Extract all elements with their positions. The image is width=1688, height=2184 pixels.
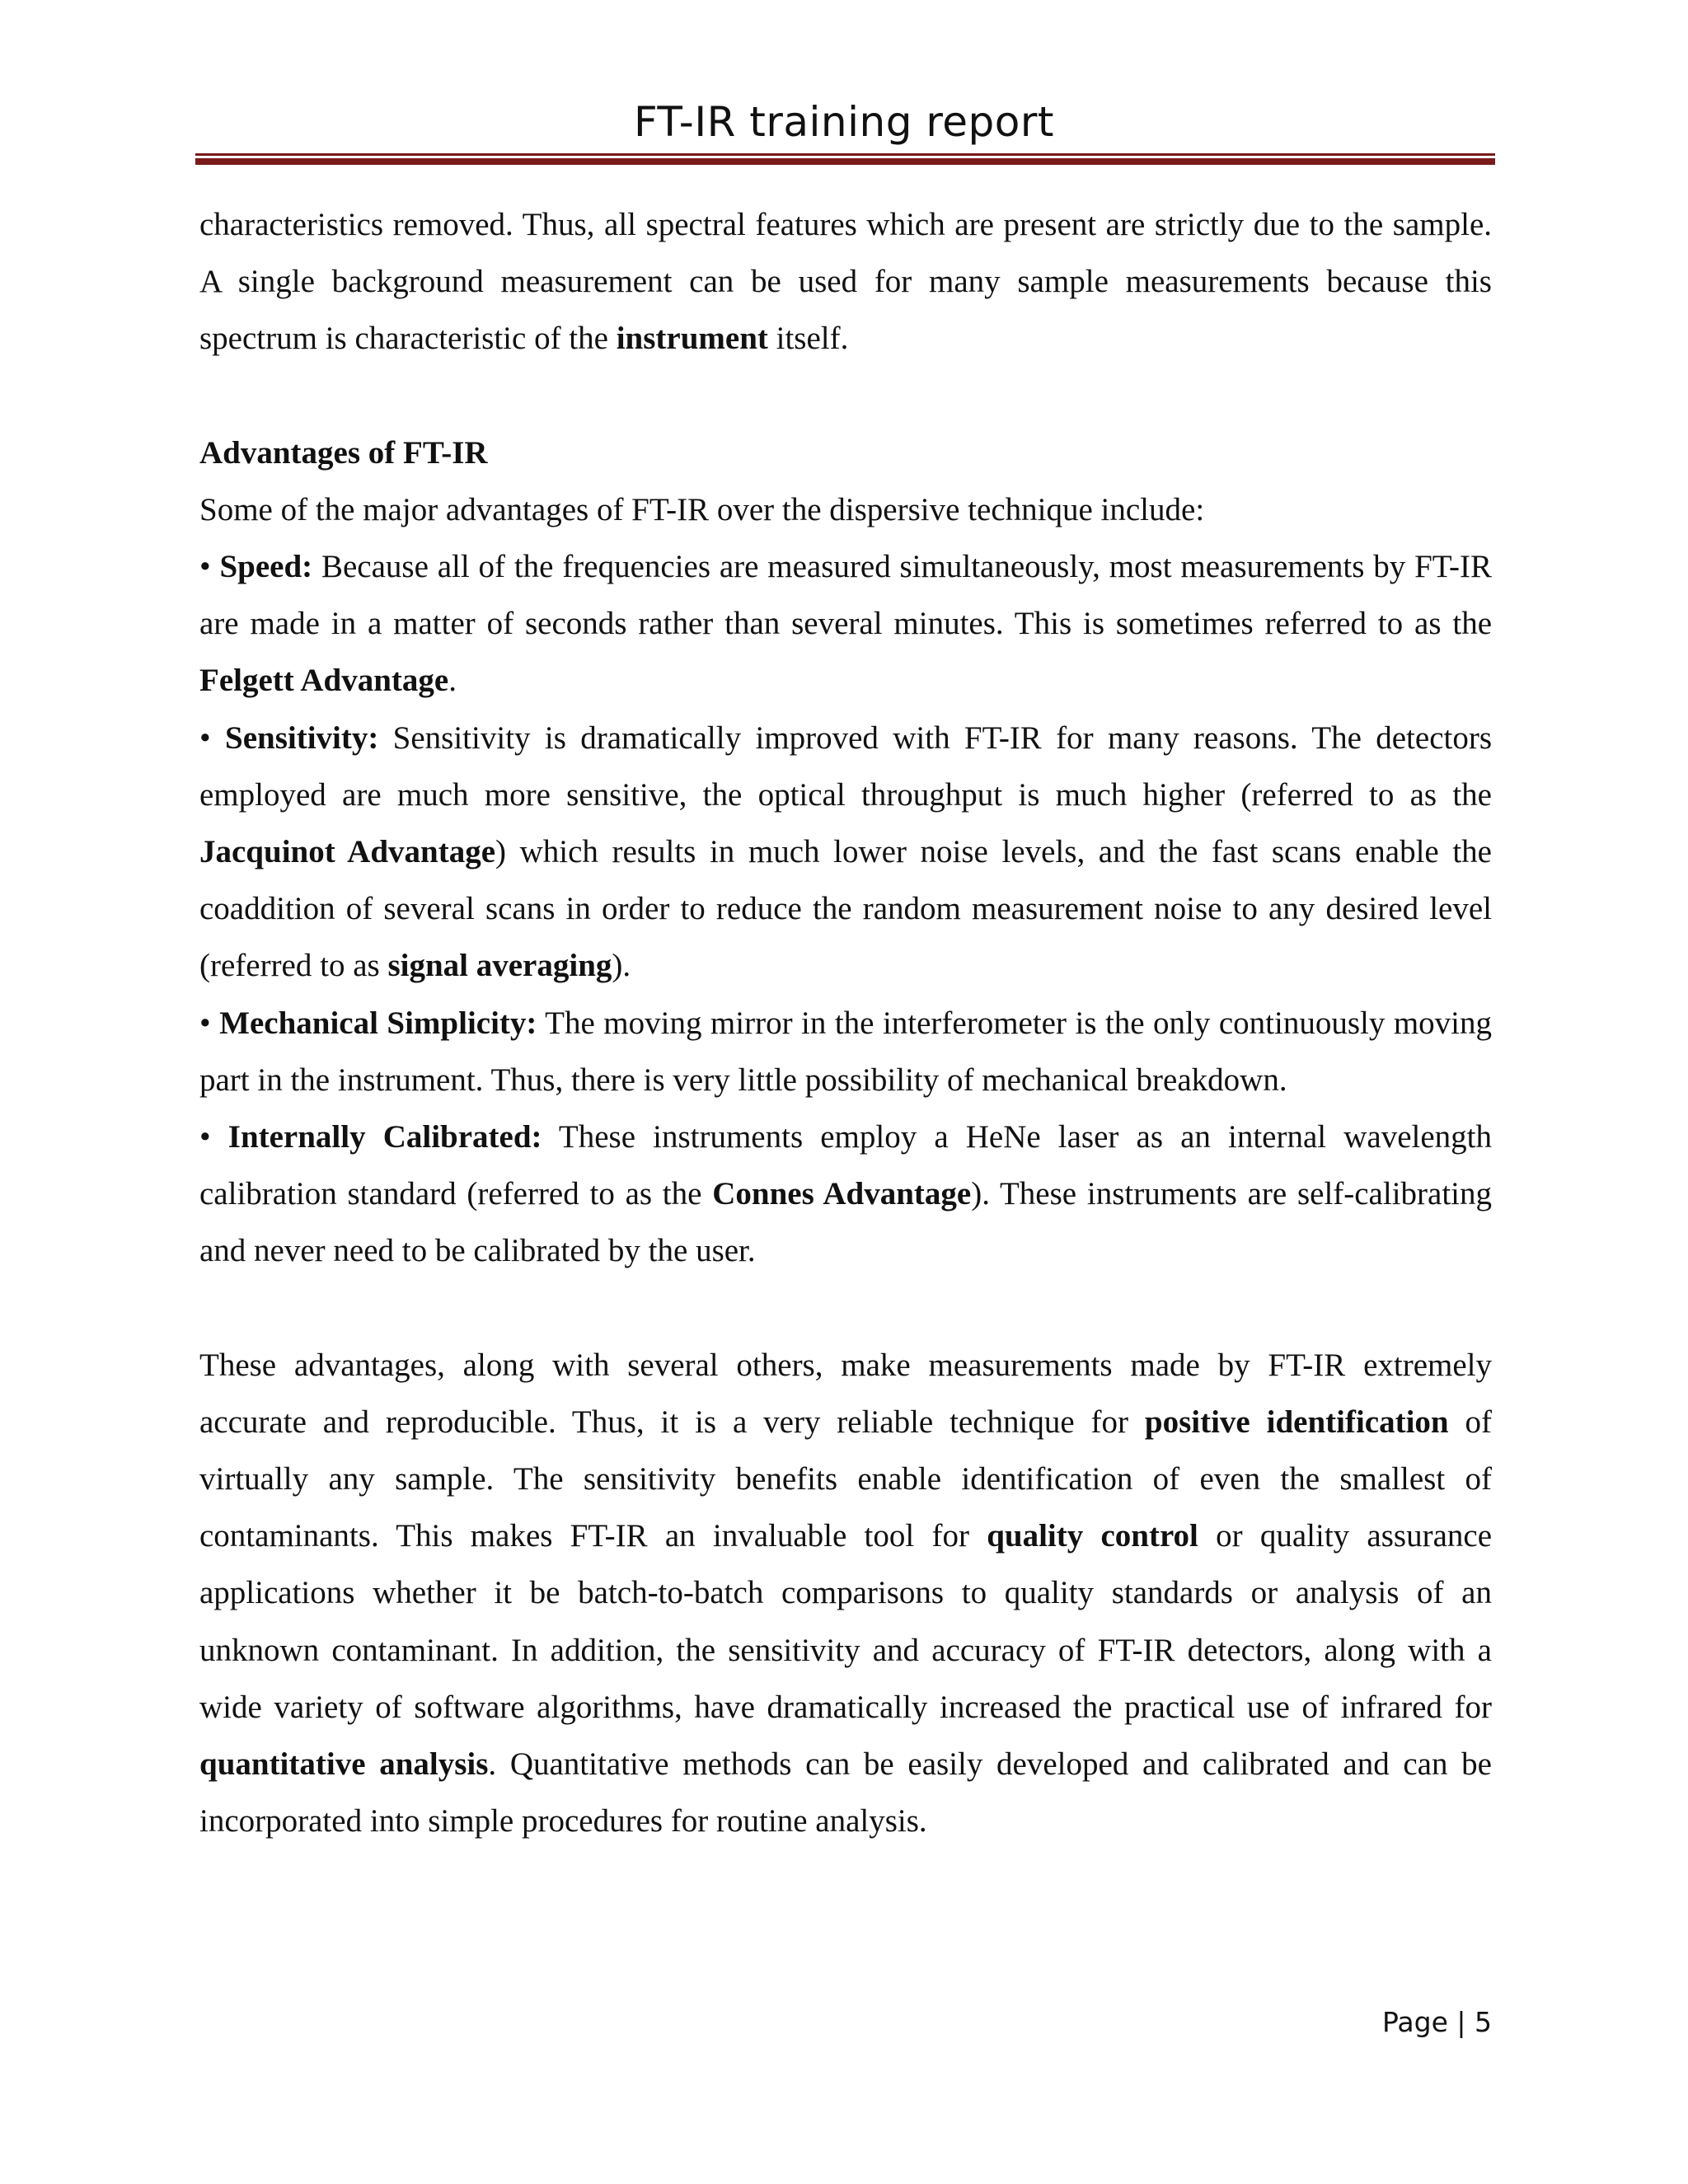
bold-term: instrument bbox=[616, 321, 768, 357]
header-rule-thick bbox=[195, 158, 1495, 165]
body-text bbox=[199, 196, 1492, 1849]
bullet-calibrated: • Internally Calibrated: These instruments employ a HeNe laser as an internal wavelength calibration standard (referred to as the Connes Advantage). These instruments are self-calibrating and never need to be calibrated by the user. bbox=[199, 1119, 1493, 1269]
paragraph-gap bbox=[199, 1280, 1492, 1337]
header-rule bbox=[195, 153, 1495, 165]
bullet-label: Speed: bbox=[219, 549, 313, 585]
page-number: Page | 5 bbox=[1382, 2006, 1492, 2038]
bold-term: quality control bbox=[987, 1518, 1198, 1554]
bullet-sensitivity: • Sensitivity: Sensitivity is dramatically improved with FT-IR for many reasons. The detectors employed are much more sensitive, the optical throughput is much higher (referred to as the Jacquinot Advantage) which results in much lower noise levels, and the fast scans enable the coaddition of several scans in order to reduce the random measurement noise to any desired level (referred to as signal averaging). bbox=[199, 719, 1493, 984]
paragraph-summary: These advantages, along with several others, make measurements made by FT-IR extremely accurate and reproducible. Thus, it is a very reliable technique for positive identification of virtually any sample. The sensitivity benefits enable identification of even the smallest of contaminants. This makes FT-IR an invaluable tool for quality control or quality assurance applications whether it be batch-to-batch comparisons to quality standards or analysis of an unknown contaminant. In addition, the sensitivity and accuracy of FT-IR detectors, along with a wide variety of software algorithms, have dramatically increased the practical use of infrared for quantitative analysis. Quantitative methods can be easily developed and calibrated and can be incorporated into simple procedures for routine analysis. bbox=[199, 1347, 1493, 1840]
bold-term: Jacquinot Advantage bbox=[199, 834, 495, 870]
bullet-label: Sensitivity: bbox=[225, 719, 379, 756]
bold-term: Felgett Advantage bbox=[199, 663, 449, 699]
bullet-label: Mechanical Simplicity: bbox=[219, 1005, 537, 1041]
paragraph-background: characteristics removed. Thus, all spectral features which are present are strictly due to the sample. A single background measurement can be used for many sample measurements because this spectrum is characteristic of the instrument itself. bbox=[199, 207, 1492, 357]
header-title: FT-IR training report bbox=[633, 98, 1055, 146]
bullet-label: Internally Calibrated: bbox=[227, 1119, 542, 1155]
section-heading: Advantages of FT-IR bbox=[199, 434, 488, 471]
bold-term: Connes Advantage bbox=[712, 1176, 972, 1212]
bold-term: signal averaging bbox=[387, 948, 612, 984]
header-rule-thin bbox=[195, 153, 1495, 156]
paragraph-gap bbox=[199, 368, 1492, 424]
bullet-speed: • Speed: Because all of the frequencies are measured simultaneously, most measurements by FT-IR are made in a matter of seconds rather than several minutes. This is sometimes referred to as the Felgett Advantage. bbox=[199, 549, 1492, 699]
bullet-mechanical: • Mechanical Simplicity: The moving mirror in the interferometer is the only continuously moving part in the instrument. Thus, there is very little possibility of mechanical breakdown. bbox=[199, 1005, 1493, 1098]
intro-line: Some of the major advantages of FT-IR over the dispersive technique include: bbox=[199, 491, 1205, 527]
bold-term: positive identification bbox=[1144, 1404, 1449, 1440]
bold-term: quantitative analysis bbox=[199, 1746, 489, 1783]
